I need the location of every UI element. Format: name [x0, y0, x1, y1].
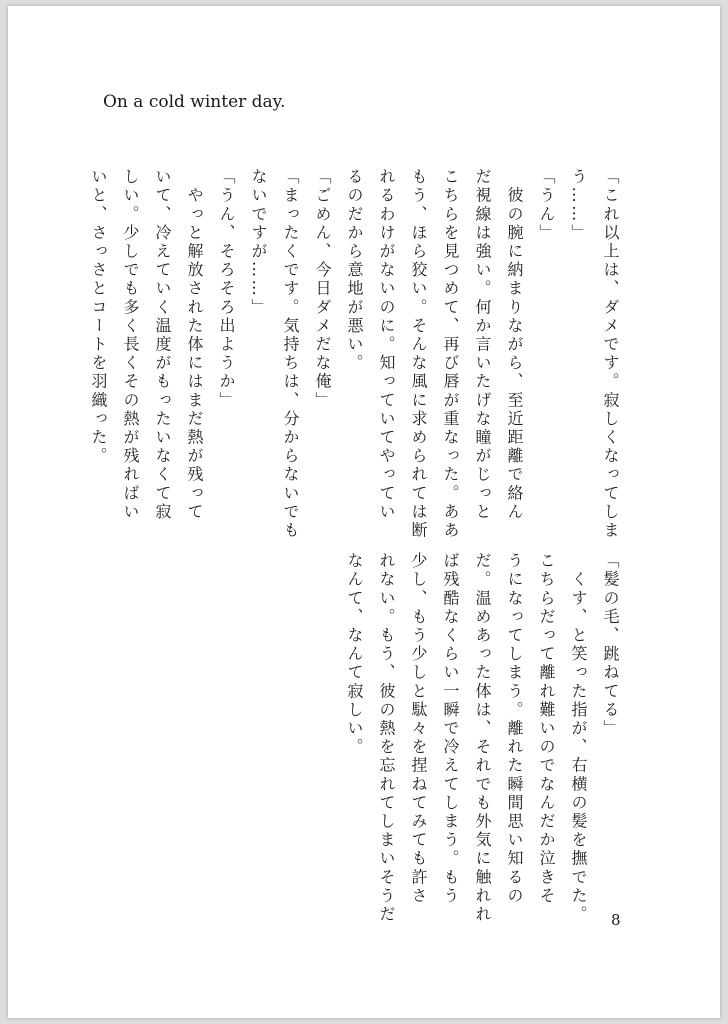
text-line: 「ごめん、今日ダメだな俺」: [313, 168, 332, 410]
text-line: ないですが……」: [249, 168, 268, 317]
text-line: だ視線は強い。何か言いたげな瞳がじっと: [473, 168, 492, 522]
text-line: こちらだって離れ難いのでなんだか泣きそ: [537, 552, 556, 906]
page-title: On a cold winter day.: [103, 92, 286, 112]
text-line: う……」: [569, 168, 588, 243]
text-line: なんて、なんて寂しい。: [345, 552, 364, 757]
text-line: 少し、もう少しと駄々を捏ねてみても許さ: [409, 552, 428, 906]
text-line: しい。少しでも多く長くその熱が残ればい: [121, 168, 140, 522]
text-line: もう、ほら狡い。そんな風に求められては断: [409, 168, 428, 540]
text-line: ば残酷なくらい一瞬で冷えてしまう。もう: [441, 552, 460, 906]
lower-text-block: [345, 552, 626, 924]
text-line: だ。温めあった体は、それでも外気に触れれ: [473, 552, 492, 924]
text-line: 「うん」: [537, 168, 556, 243]
text-line: 「これ以上は、ダメです。寂しくなってしま: [601, 168, 620, 540]
text-line: こちらを見つめて、再び唇が重なった。ああ: [441, 168, 460, 540]
text-line: 「うん、そろそろ出ようか」: [217, 168, 236, 410]
page: [8, 6, 720, 1018]
text-line: やっと解放された体にはまだ熱が残って: [185, 168, 204, 522]
text-line: うになってしまう。離れた瞬間思い知るの: [505, 552, 524, 906]
text-line: いと、さっさとコートを羽織った。: [89, 168, 108, 466]
text-line: れない。もう、彼の熱を忘れてしまいそうだ: [377, 552, 396, 924]
upper-text-block: [89, 168, 626, 540]
text-line: くす、と笑った指が、右横の髪を撫でた。: [569, 552, 588, 924]
text-line: るのだから意地が悪い。: [345, 168, 364, 373]
text-line: 「まったくです。気持ちは、分からないでも: [281, 168, 300, 540]
text-line: 彼の腕に納まりながら、至近距離で絡ん: [505, 168, 524, 522]
page-number: 8: [611, 911, 621, 929]
text-line: いて、冷えていく温度がもったいなくて寂: [153, 168, 172, 522]
text-line: 「髪の毛、跳ねてる」: [601, 552, 620, 738]
text-line: れるわけがないのに。知っていてやってい: [377, 168, 396, 522]
